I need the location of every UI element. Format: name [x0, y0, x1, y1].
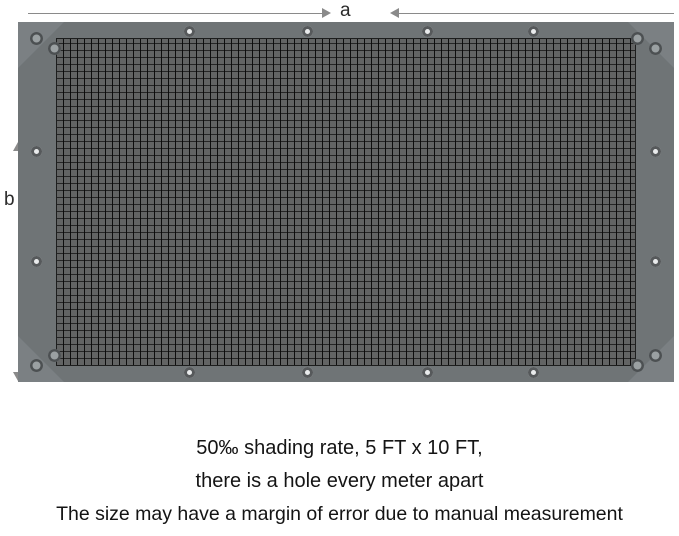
grommet-bottom-4	[528, 367, 539, 378]
caption-line-2: there is a hole every meter apart	[195, 470, 484, 492]
width-arrow-line-right	[392, 13, 674, 14]
grommet-corner-bottom-right-a	[631, 359, 644, 372]
grommet-bottom-3	[422, 367, 433, 378]
grommet-right-1	[650, 146, 661, 157]
grommet-corner-top-left-b	[48, 42, 61, 55]
grommet-corner-top-right-a	[631, 32, 644, 45]
caption-line-3: The size may have a margin of error due to manual measurement	[56, 503, 623, 525]
grommet-corner-top-right-b	[649, 42, 662, 55]
grommet-right-2	[650, 256, 661, 267]
grommet-corner-bottom-left-b	[48, 349, 61, 362]
mesh-fabric-area	[56, 38, 636, 366]
grommet-top-1	[184, 26, 195, 37]
width-dimension-label: a	[340, 0, 351, 21]
caption-line-1: 50‰ shading rate, 5 FT x 10 FT,	[196, 437, 483, 459]
height-dimension-label: b	[4, 189, 15, 210]
grommet-top-3	[422, 26, 433, 37]
grommet-bottom-2	[302, 367, 313, 378]
grommet-top-4	[528, 26, 539, 37]
grommet-corner-bottom-right-b	[649, 349, 662, 362]
grommet-left-1	[31, 146, 42, 157]
width-arrowhead-left-icon	[390, 8, 399, 18]
caption-block	[0, 432, 679, 531]
grommet-bottom-1	[184, 367, 195, 378]
grommet-corner-top-left-a	[30, 32, 43, 45]
grommet-top-2	[302, 26, 313, 37]
width-arrowhead-right-icon	[322, 8, 331, 18]
width-arrow-line-left	[28, 13, 328, 14]
tarp-illustration	[18, 22, 674, 382]
grommet-corner-bottom-left-a	[30, 359, 43, 372]
grommet-left-2	[31, 256, 42, 267]
